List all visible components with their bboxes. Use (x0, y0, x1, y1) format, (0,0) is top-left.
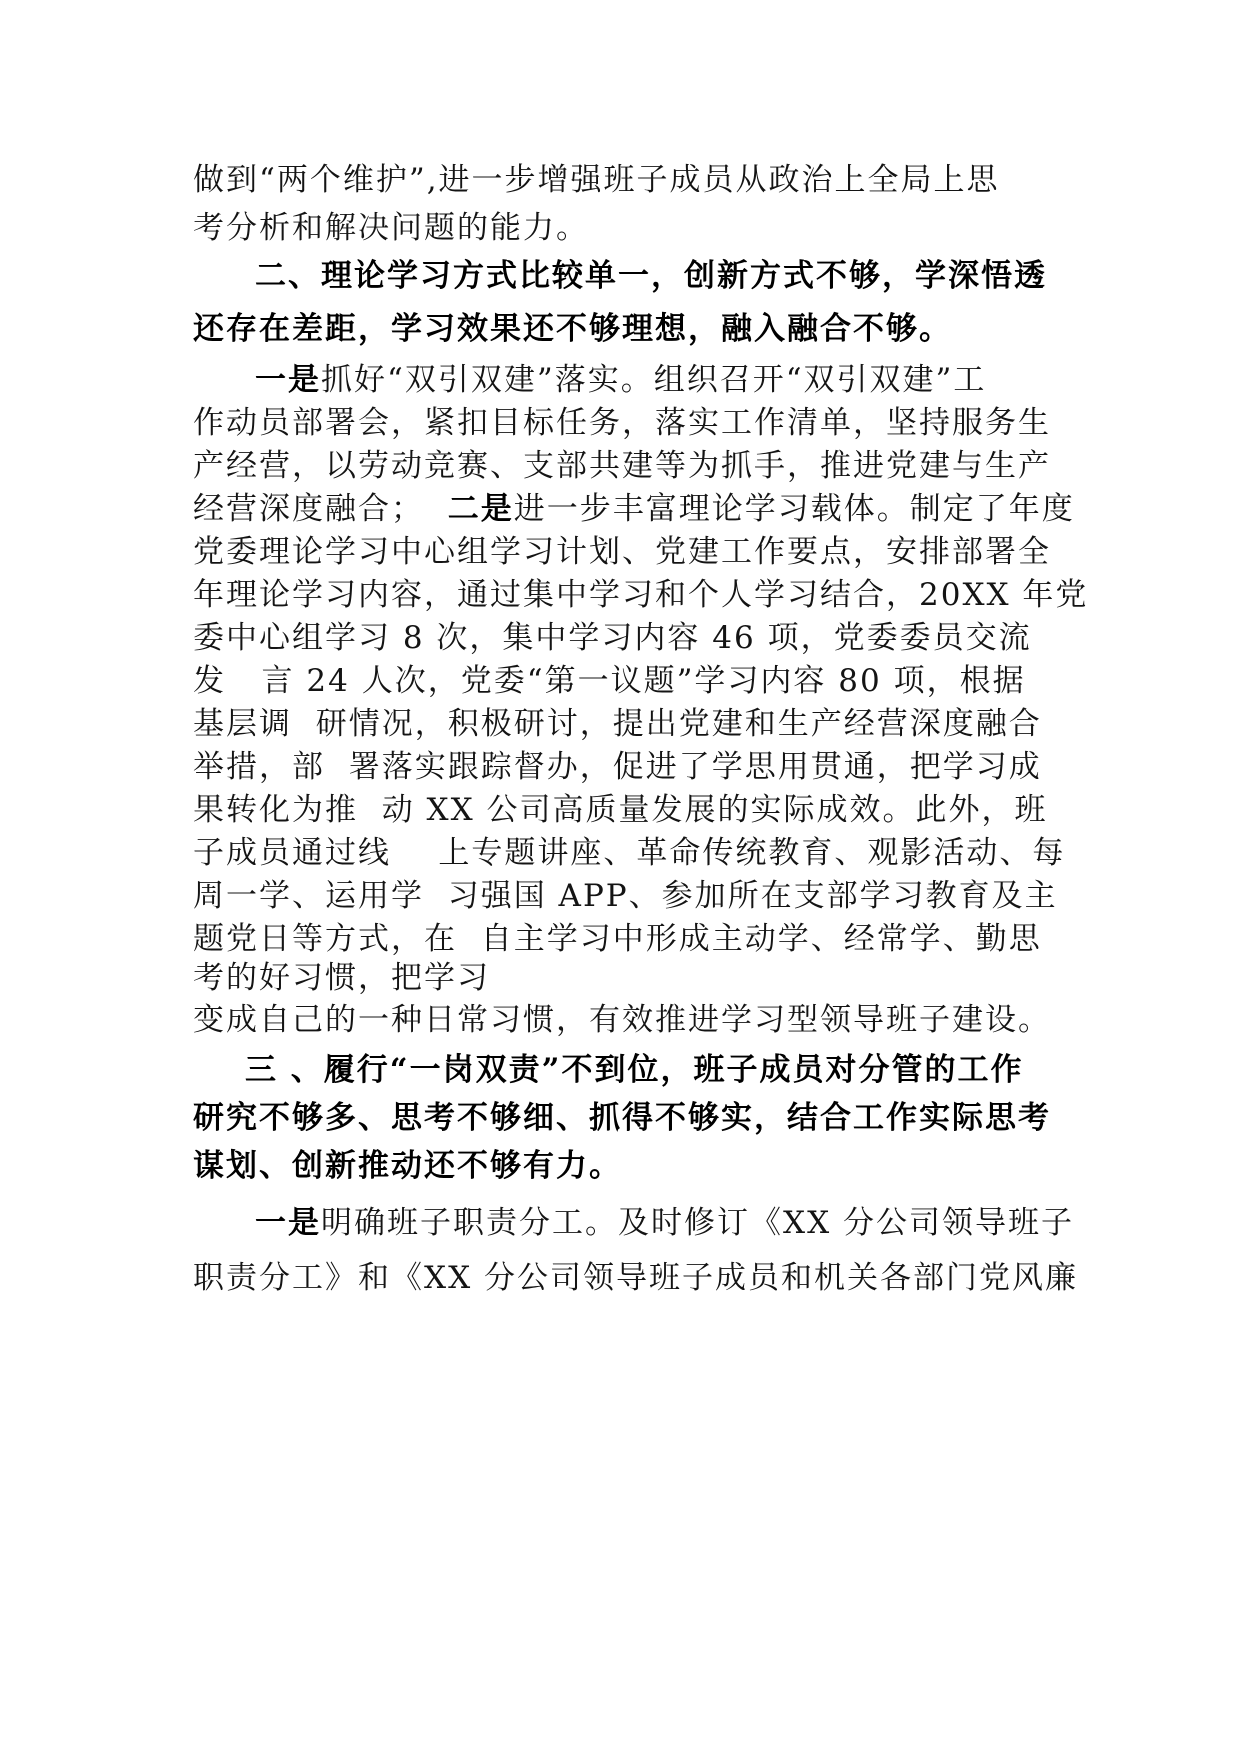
text-line: 果转化为推 动 XX 公司高质量发展的实际成效。此外，班 (193, 792, 1048, 828)
lead-phrase: 一是 (255, 362, 321, 398)
text-line: 委中心组学习 8 次，集中学习内容 46 项，党委委员交流 (193, 620, 1032, 656)
text-line (255, 354, 986, 399)
text-line: 党委理论学习中心组学习计划、党建工作要点，安排部署全 (193, 534, 1051, 570)
text-line: 考分析和解决问题的能力。 (193, 210, 589, 246)
text-line (193, 483, 1075, 528)
text-line: 做到“两个维护”,进一步增强班子成员从政治上全局上思 (193, 162, 1000, 198)
text-line: 题党日等方式，在 自主学习中形成主动学、经常学、勤思 (193, 921, 1042, 957)
text-line: 发 言 24 人次，党委“第一议题”学习内容 80 项，根据 (193, 663, 1026, 699)
text-span: 经营深度融合； (193, 491, 448, 527)
text-line: 子成员通过线 上专题讲座、革命传统教育、观影活动、每 (193, 835, 1066, 871)
text-line (255, 1197, 1074, 1242)
text-line: 职责分工》和《XX 分公司领导班子成员和机关各部门党风廉 (193, 1260, 1078, 1296)
text-line: 考的好习惯，把学习 (193, 960, 490, 996)
heading-line: 还存在差距，学习效果还不够理想，融入融合不够。 (193, 311, 952, 347)
text-line: 变成自己的一种日常习惯，有效推进学习型领导班子建设。 (193, 1002, 1051, 1038)
lead-phrase: 一是 (255, 1205, 321, 1241)
text-line: 周一学、运用学 习强国 APP、参加所在支部学习教育及主 (193, 878, 1058, 914)
text-line: 举措，部 署落实跟踪督办，促进了学思用贯通，把学习成 (193, 749, 1042, 785)
text-line: 年理论学习内容，通过集中学习和个人学习结合，20XX 年党 (193, 577, 1089, 613)
text-span: 明确班子职责分工。及时修订《XX 分公司领导班子 (321, 1205, 1074, 1241)
heading-line: 二、理论学习方式比较单一，创新方式不够，学深悟透 (255, 258, 1047, 294)
heading-line: 研究不够多、思考不够细、抓得不够实，结合工作实际思考 (193, 1100, 1051, 1136)
text-span: 抓好“双引双建”落实。组织召开“双引双建”工 (321, 362, 987, 398)
text-line: 基层调 研情况，积极研讨，提出党建和生产经营深度融合 (193, 706, 1042, 742)
heading-line: 三 、履行“一岗双责”不到位，班子成员对分管的工作 (245, 1052, 1024, 1088)
text-line: 作动员部署会，紧扣目标任务，落实工作清单，坚持服务生 (193, 405, 1051, 441)
heading-line: 谋划、创新推动还不够有力。 (193, 1148, 622, 1184)
text-span: 进一步丰富理论学习载体。制定了年度 (513, 491, 1075, 527)
lead-phrase: 二是 (447, 491, 514, 527)
text-line: 产经营，以劳动竞赛、支部共建等为抓手，推进党建与生产 (193, 448, 1051, 484)
